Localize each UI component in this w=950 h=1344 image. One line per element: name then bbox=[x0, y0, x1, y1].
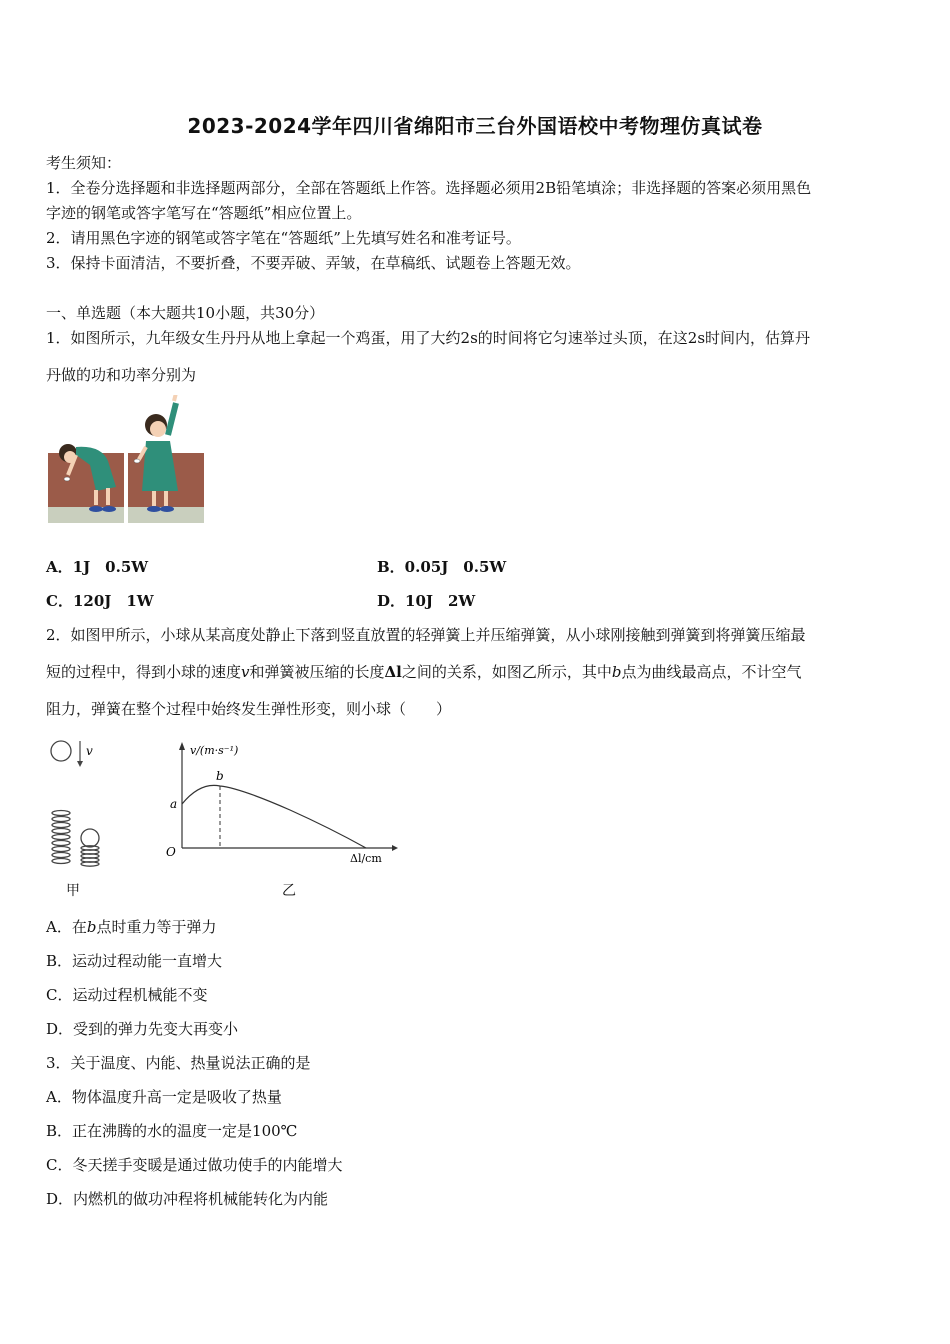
origin-label: O bbox=[166, 845, 176, 859]
q2-option-c[interactable]: C．运动过程机械能不变 bbox=[46, 986, 208, 1004]
q2-option-b[interactable]: B．运动过程动能一直增大 bbox=[46, 952, 223, 970]
q3-option-a[interactable]: A．物体温度升高一定是吸收了热量 bbox=[46, 1088, 282, 1106]
q3-option-d[interactable]: D．内燃机的做功冲程将机械能转化为内能 bbox=[46, 1190, 329, 1208]
notice-item-3: 3．保持卡面清洁，不要折叠，不要弄破、弄皱，在草稿纸、试题卷上答题无效。 bbox=[46, 254, 581, 272]
notice-item-1: 1．全卷分选择题和非选择题两部分，全部在答题纸上作答。选择题必须用2B铅笔填涂；非选择题的答案必须用黑色 bbox=[46, 179, 812, 197]
q3-stem: 3．关于温度、内能、热量说法正确的是 bbox=[46, 1054, 311, 1072]
section-heading: 一、单选题（本大题共10小题，共30分） bbox=[46, 304, 325, 322]
q3-option-c[interactable]: C．冬天搓手变暖是通过做功使手的内能增大 bbox=[46, 1156, 343, 1174]
velocity-curve bbox=[182, 785, 366, 848]
velocity-arrow-label: v bbox=[86, 744, 93, 758]
q2-stem-line3: 阻力，弹簧在整个过程中始终发生弹性形变，则小球（ ） bbox=[46, 700, 452, 718]
label-jia: 甲 bbox=[66, 883, 80, 899]
q2-figure-jia bbox=[44, 735, 114, 875]
q3-option-b[interactable]: B．正在沸腾的水的温度一定是100℃ bbox=[46, 1122, 298, 1140]
ball-on-spring bbox=[81, 829, 99, 847]
point-b-label: b bbox=[216, 769, 224, 783]
q2-option-d[interactable]: D．受到的弹力先变大再变小 bbox=[46, 1020, 239, 1038]
q2-figure-yi-graph bbox=[160, 738, 400, 870]
q1-option-d[interactable]: D．10J 2W bbox=[377, 592, 476, 610]
x-axis-label: Δl/cm bbox=[350, 852, 382, 865]
notice-heading: 考生须知： bbox=[46, 154, 122, 172]
q1-option-c[interactable]: C．120J 1W bbox=[46, 592, 154, 610]
spring-uncompressed bbox=[52, 811, 70, 864]
y-axis-label: v/(m·s⁻¹) bbox=[190, 744, 239, 757]
page-title: 2023-2024学年四川省绵阳市三台外国语校中考物理仿真试卷 bbox=[187, 114, 763, 138]
q1-figure-girl bbox=[46, 395, 208, 527]
notice-item-2: 2．请用黑色字迹的钢笔或答字笔在“答题纸”上先填写姓名和准考证号。 bbox=[46, 229, 521, 247]
spring-compressed bbox=[81, 846, 99, 866]
point-a-label: a bbox=[170, 797, 178, 811]
notice-item-1-cont: 字迹的钢笔或答字笔写在“答题纸”相应位置上。 bbox=[46, 204, 362, 222]
q2-stem-line2: 短的过程中，得到小球的速度v和弹簧被压缩的长度Δl之间的关系，如图乙所示，其中b点为曲线最高点，不计空气 bbox=[46, 663, 802, 681]
q2-stem-line1: 2．如图甲所示，小球从某高度处静止下落到竖直放置的轻弹簧上并压缩弹簧，从小球刚接触到弹簧到将弹簧压缩最 bbox=[46, 626, 806, 644]
q1-stem-line2: 丹做的功和功率分别为 bbox=[46, 366, 197, 384]
q1-option-b[interactable]: B．0.05J 0.5W bbox=[377, 558, 507, 576]
q1-stem-line1: 1．如图所示，九年级女生丹丹从地上拿起一个鸡蛋，用了大约2s的时间将它匀速举过头顶，在这2s时间内，估算丹 bbox=[46, 329, 811, 347]
q1-option-a[interactable]: A．1J 0.5W bbox=[46, 558, 149, 576]
ball-falling bbox=[51, 741, 71, 761]
label-yi: 乙 bbox=[282, 883, 296, 899]
q2-option-a[interactable]: A．在b点时重力等于弹力 bbox=[46, 918, 217, 936]
